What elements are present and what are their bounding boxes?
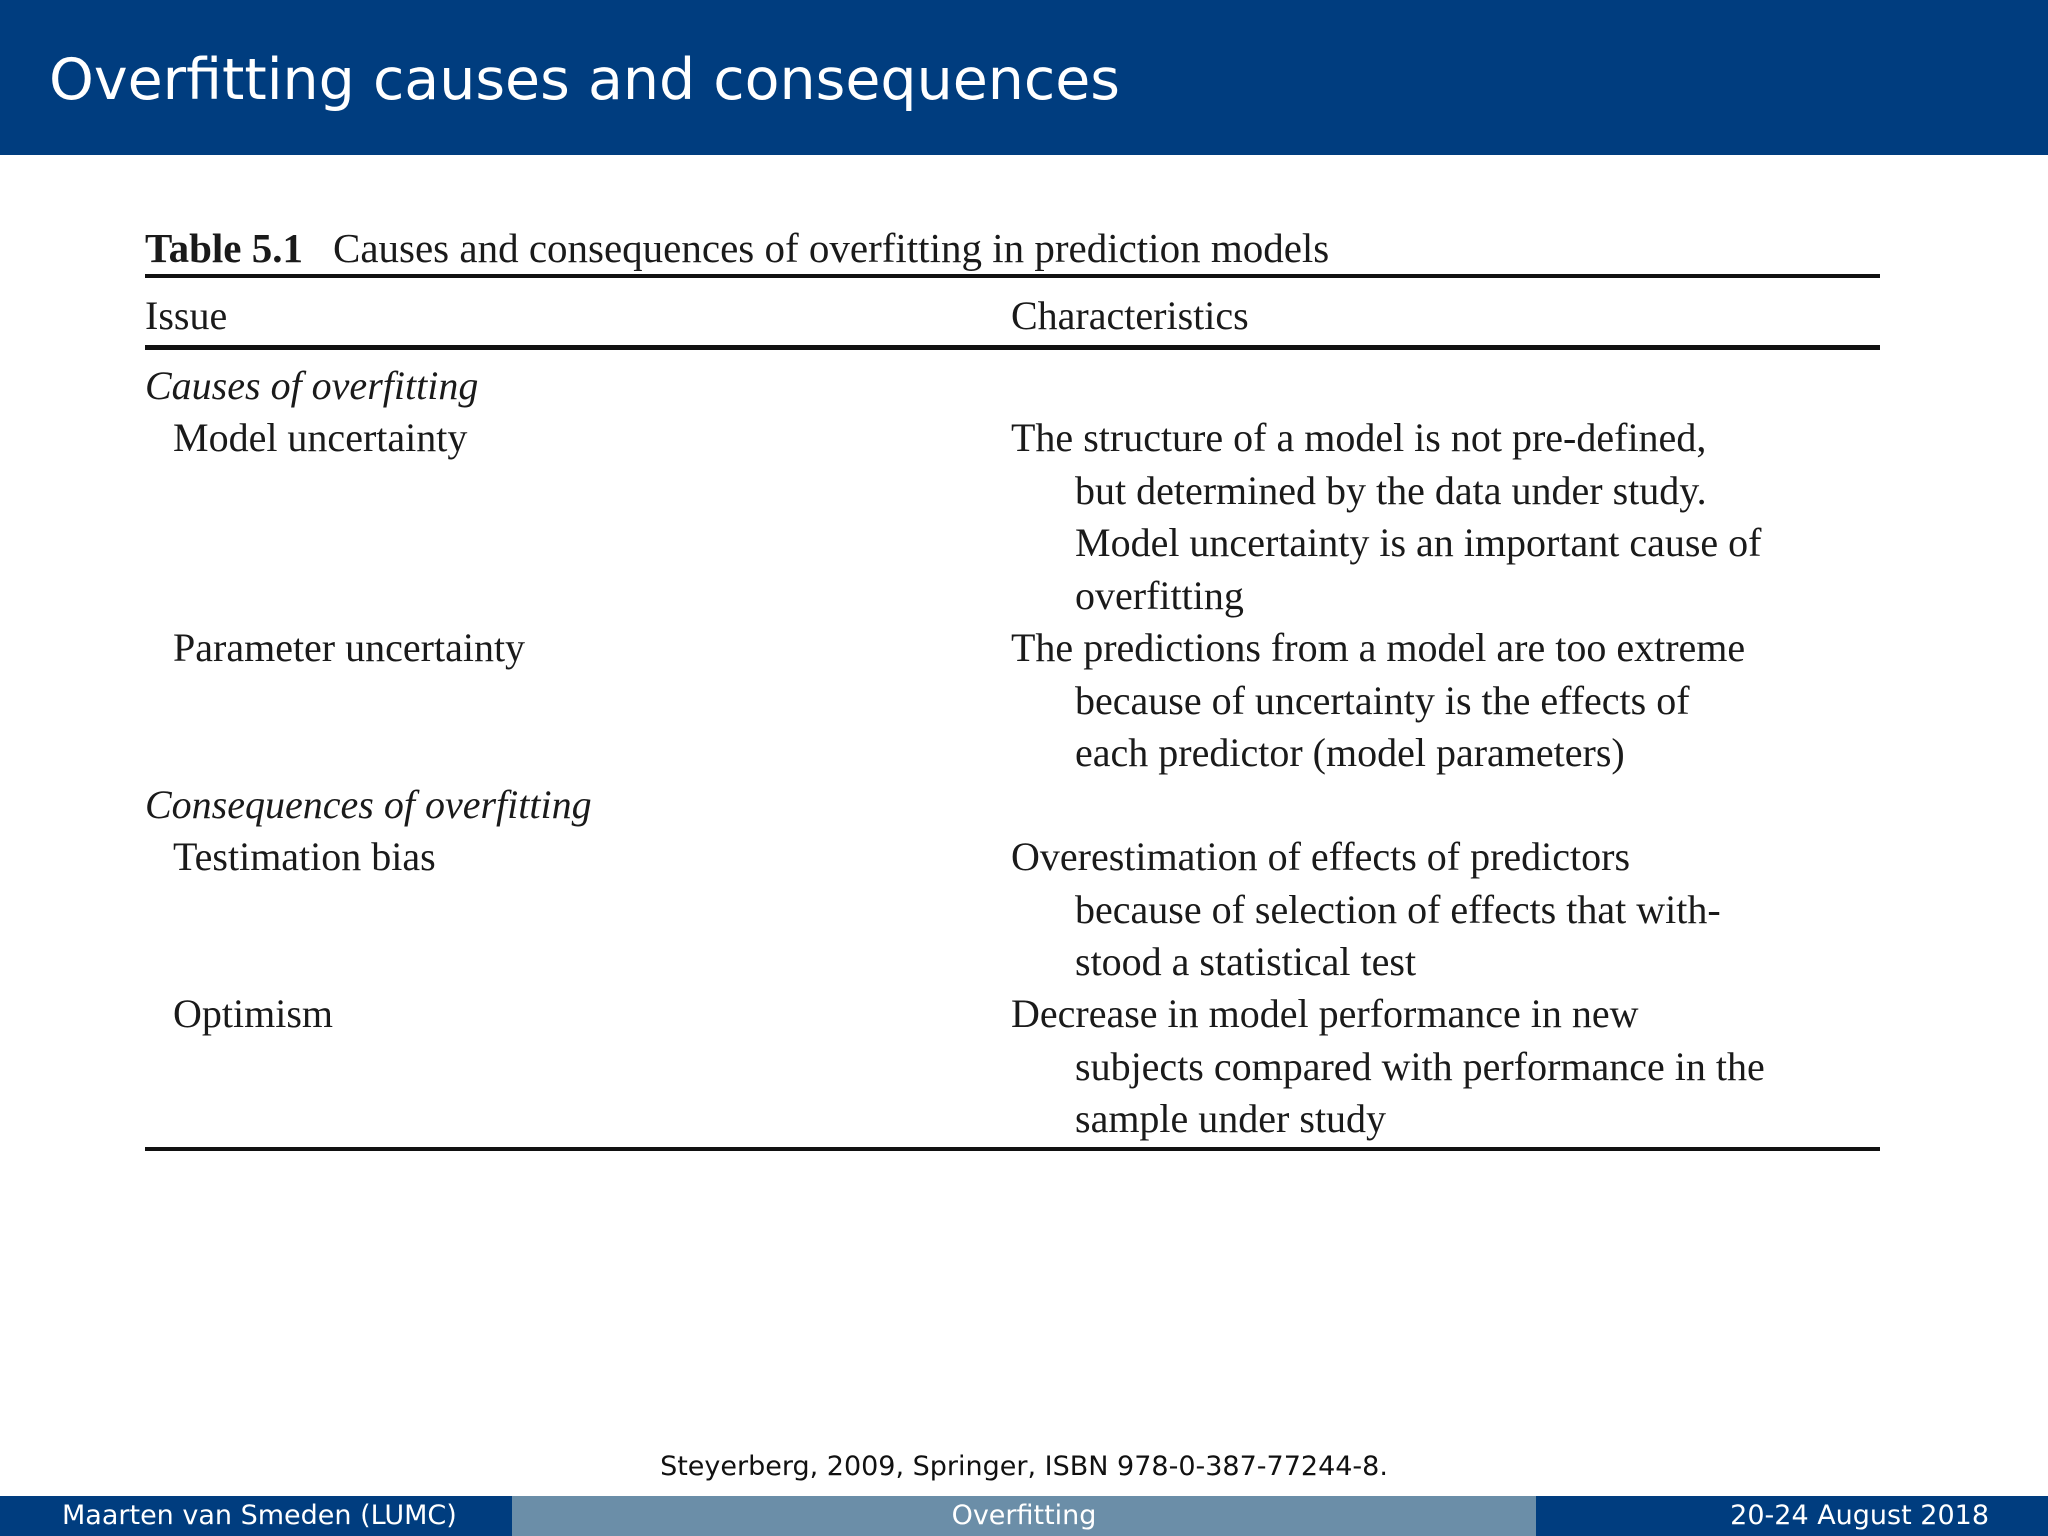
characteristics-line: each predictor (model parameters)	[1075, 730, 1625, 775]
slide-title: Overfitting causes and consequences	[49, 47, 1121, 113]
characteristics-parameter-uncertainty	[1011, 622, 1745, 780]
group-heading-consequences: Consequences of overfitting	[145, 782, 592, 827]
table-top-rule	[145, 274, 1880, 278]
characteristics-line: because of selection of effects that with-	[1075, 886, 1721, 932]
characteristics-line: Overestimation of effects of predictors	[1011, 834, 1631, 879]
characteristics-line: subjects compared with performance in the	[1075, 1043, 1765, 1089]
slide-footer	[0, 1496, 2048, 1536]
table-bottom-rule	[145, 1147, 1880, 1151]
table-caption	[145, 224, 1329, 273]
issue-optimism: Optimism	[173, 991, 334, 1036]
group-heading-causes: Causes of overfitting	[145, 363, 479, 408]
issue-testimation-bias: Testimation bias	[173, 834, 436, 879]
characteristics-line: because of uncertainty is the effects of	[1075, 677, 1690, 723]
characteristics-optimism	[1011, 988, 1765, 1146]
characteristics-line: but determined by the data under study.	[1075, 467, 1707, 513]
column-header-issue: Issue	[145, 293, 228, 338]
characteristics-line: The structure of a model is not pre-defined,	[1011, 415, 1707, 460]
characteristics-line: overfitting	[1075, 572, 1244, 618]
characteristics-line: Model uncertainty is an important cause of	[1075, 520, 1762, 565]
footer-author: Maarten van Smeden (LUMC)	[0, 1496, 512, 1536]
issue-parameter-uncertainty: Parameter uncertainty	[173, 625, 526, 670]
footer-date: 20-24 August 2018	[1536, 1496, 2048, 1536]
characteristics-line: stood a statistical test	[1075, 939, 1417, 984]
characteristics-line: sample under study	[1075, 1096, 1387, 1141]
slide-header	[0, 0, 2048, 155]
characteristics-line: Decrease in model performance in new	[1011, 991, 1639, 1036]
column-header-characteristics: Characteristics	[1011, 293, 1249, 338]
issue-model-uncertainty: Model uncertainty	[173, 415, 468, 460]
table-header-rule	[145, 345, 1880, 350]
table-caption-text: Causes and consequences of overfitting in prediction models	[332, 225, 1330, 271]
characteristics-testimation-bias	[1011, 831, 1721, 989]
footer-topic: Overfitting	[512, 1496, 1536, 1536]
characteristics-line: The predictions from a model are too extreme	[1011, 625, 1746, 670]
characteristics-model-uncertainty	[1011, 412, 1761, 622]
citation: Steyerberg, 2009, Springer, ISBN 978-0-387-77244-8.	[660, 1451, 1388, 1482]
table-caption-label: Table 5.1	[145, 225, 303, 271]
